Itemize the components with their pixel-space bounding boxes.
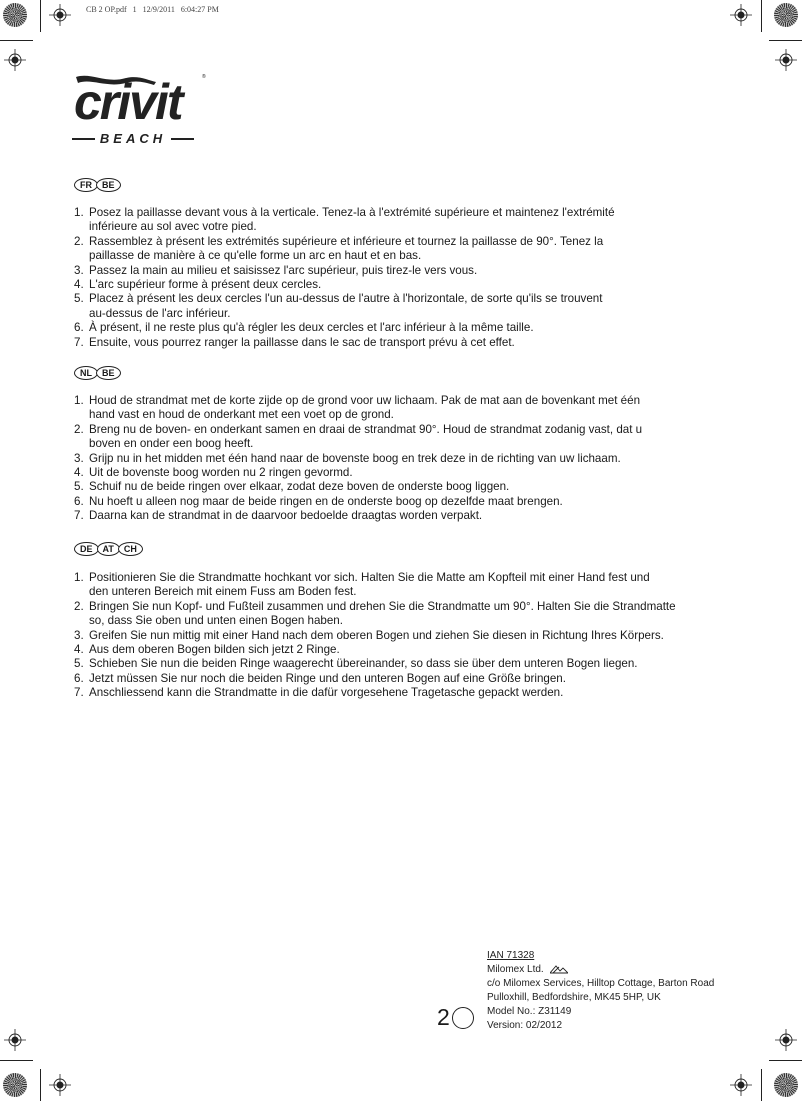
language-badges	[74, 178, 119, 192]
step-text: Breng nu de boven- en onderkant samen en draai de strandmat 90°. Houd de strandmat zodanig vast, dat u	[89, 422, 643, 436]
step-number: 1.	[74, 206, 84, 219]
step-number: 3.	[74, 628, 84, 642]
language-badge: NL	[74, 366, 98, 380]
step-number: 3.	[74, 451, 84, 465]
language-badge: CH	[118, 542, 143, 556]
crivit-beach-logo	[72, 74, 212, 150]
step-number: 1.	[74, 571, 84, 584]
logo-wordmark: crivit	[74, 74, 182, 130]
step-text: Grijp nu in het midden met één hand naar de bovenste boog en trek deze in de richting van uw lichaam.	[89, 451, 621, 465]
mountain-logo-icon	[550, 965, 568, 974]
step-number: 4.	[74, 466, 84, 480]
language-badge: BE	[96, 178, 121, 192]
step-text: inférieure au sol avec votre pied.	[89, 220, 257, 234]
step-number: 4.	[74, 278, 84, 292]
registration-mark-icon	[49, 1074, 71, 1096]
step-text: Ensuite, vous pourrez ranger la paillasse dans le sac de transport prévu à cet effet.	[89, 335, 515, 349]
instruction-step	[74, 629, 676, 643]
instruction-list	[74, 571, 676, 701]
step-text: Greifen Sie nun mittig mit einer Hand nach dem oberen Bogen und ziehen Sie diesen in Richtung Ihres Körpers.	[89, 628, 664, 642]
registered-mark: ®	[202, 74, 206, 80]
address-line-2: Pulloxhill, Bedfordshire, MK45 5HP, UK	[487, 992, 661, 1003]
crop-mark	[40, 1069, 41, 1101]
instruction-step	[74, 657, 676, 671]
step-number: 1.	[74, 394, 84, 407]
crop-mark	[40, 0, 41, 32]
registration-mark-icon	[4, 1029, 26, 1051]
step-text: Houd de strandmat met de korte zijde op de grond voor uw lichaam. Pak de mat aan de bovenkant met één	[89, 394, 641, 407]
ian-number: IAN 71328	[487, 950, 535, 961]
step-number: 7.	[74, 686, 84, 700]
step-number: 4.	[74, 643, 84, 657]
color-calibration-mark	[3, 3, 27, 27]
model-number: Model No.: Z31149	[487, 1006, 572, 1017]
instruction-step	[74, 336, 615, 350]
step-text: L'arc supérieur forme à présent deux cercles.	[89, 278, 322, 292]
step-text: paillasse de manière à ce qu'elle forme un arc en haut et en bas.	[89, 249, 422, 263]
color-calibration-mark	[3, 1073, 27, 1097]
step-text: boven en onder een boog heeft.	[89, 437, 254, 451]
step-number: 3.	[74, 263, 84, 277]
instruction-list	[74, 206, 615, 350]
instruction-step	[74, 278, 615, 292]
language-badge: FR	[74, 178, 98, 192]
language-badges	[74, 542, 141, 556]
crop-mark	[769, 1060, 802, 1061]
step-text: Uit de bovenste boog worden nu 2 ringen gevormd.	[89, 466, 353, 480]
crop-mark	[0, 40, 33, 41]
step-text: Placez à présent les deux cercles l'un au-dessus de l'autre à l'horizontale, de sorte qu'ils se trouvent	[89, 292, 603, 306]
step-text: Schieben Sie nun die beiden Ringe waagerecht übereinander, so dass sie über dem unteren Bogen liegen.	[89, 657, 638, 671]
step-number: 7.	[74, 335, 84, 349]
instruction-step	[74, 321, 615, 335]
language-badge: AT	[97, 542, 120, 556]
step-number: 5.	[74, 657, 84, 671]
registration-mark-icon	[775, 49, 797, 71]
registration-mark-icon	[730, 4, 752, 26]
step-number: 6.	[74, 671, 84, 685]
step-text: Daarna kan de strandmat in de daarvoor bedoelde draagtas worden verpakt.	[89, 509, 483, 523]
instruction-step	[74, 264, 615, 278]
step-text: Aus dem oberen Bogen bilden sich jetzt 2 Ringe.	[89, 643, 340, 657]
step-text: so, dass Sie oben und unten einen Bogen haben.	[89, 614, 343, 628]
instruction-step	[74, 292, 615, 321]
page-number	[437, 1004, 474, 1031]
step-number: 2.	[74, 599, 84, 613]
step-number: 2.	[74, 234, 84, 248]
registration-mark-icon	[49, 4, 71, 26]
instruction-list	[74, 394, 642, 524]
instruction-step	[74, 672, 676, 686]
manufacturer-info	[487, 949, 714, 1033]
language-badges	[74, 366, 119, 380]
step-text: À présent, il ne reste plus qu'à régler les deux cercles et l'arc inférieur à la même taille.	[89, 321, 534, 335]
instruction-step	[74, 206, 615, 235]
crop-mark	[761, 1069, 762, 1101]
instruction-step	[74, 452, 642, 466]
page-number-text: 2	[437, 1004, 450, 1030]
print-slug: CB 2 OP.pdf 1 12/9/2011 6:04:27 PM	[86, 5, 219, 14]
color-calibration-mark	[774, 3, 798, 27]
language-badge: DE	[74, 542, 99, 556]
step-number: 7.	[74, 509, 84, 523]
step-text: Positionieren Sie die Strandmatte hochkant vor sich. Halten Sie die Matte am Kopfteil mit einer Hand fest und	[89, 571, 650, 584]
step-text: Bringen Sie nun Kopf- und Fußteil zusammen und drehen Sie die Strandmatte um 90°. Halten Sie die Strandmatte	[89, 599, 676, 613]
version: Version: 02/2012	[487, 1020, 563, 1031]
crop-mark	[769, 40, 802, 41]
instruction-step	[74, 509, 642, 523]
instruction-step	[74, 480, 642, 494]
step-text: hand vast en houd de onderkant met een voet op de grond.	[89, 408, 394, 422]
instruction-step	[74, 423, 642, 452]
instruction-step	[74, 600, 676, 629]
registration-mark-icon	[775, 1029, 797, 1051]
instruction-step	[74, 235, 615, 264]
page-circle-icon	[452, 1007, 474, 1029]
step-text: Rassemblez à présent les extrémités supérieure et inférieure et tournez la paillasse de 90°. Tenez la	[89, 234, 604, 248]
step-text: den unteren Bereich mit einem Fuss am Boden fest.	[89, 585, 357, 599]
company-name: Milomex Ltd.	[487, 964, 544, 975]
step-text: Schuif nu de beide ringen over elkaar, zodat deze boven de onderste boog liggen.	[89, 480, 510, 494]
step-number: 6.	[74, 494, 84, 508]
step-text: Passez la main au milieu et saisissez l'arc supérieur, puis tirez-le vers vous.	[89, 263, 478, 277]
instruction-step	[74, 495, 642, 509]
instruction-step	[74, 571, 676, 600]
step-text: Posez la paillasse devant vous à la verticale. Tenez-la à l'extrémité supérieure et maintenez l'extrémité	[89, 206, 615, 219]
step-text: Jetzt müssen Sie nur noch die beiden Ringe und den unteren Bogen auf eine Größe bringen.	[89, 671, 566, 685]
language-badge: BE	[96, 366, 121, 380]
step-text: Nu hoeft u alleen nog maar de beide ringen en de onderste boog op dezelfde maat brengen.	[89, 494, 563, 508]
logo-subtitle: BEACH	[99, 131, 167, 146]
step-number: 6.	[74, 321, 84, 335]
step-number: 5.	[74, 480, 84, 494]
instruction-step	[74, 643, 676, 657]
crop-mark	[0, 1060, 33, 1061]
step-number: 5.	[74, 292, 84, 306]
color-calibration-mark	[774, 1073, 798, 1097]
registration-mark-icon	[4, 49, 26, 71]
registration-mark-icon	[730, 1074, 752, 1096]
step-text: au-dessus de l'arc inférieur.	[89, 306, 231, 320]
step-text: Anschliessend kann die Strandmatte in die dafür vorgesehene Tragetasche gepackt werden.	[89, 686, 564, 700]
address-line-1: c/o Milomex Services, Hilltop Cottage, Barton Road	[487, 978, 715, 989]
instruction-step	[74, 686, 676, 700]
instruction-step	[74, 394, 642, 423]
crop-mark	[761, 0, 762, 32]
step-number: 2.	[74, 422, 84, 436]
instruction-step	[74, 466, 642, 480]
